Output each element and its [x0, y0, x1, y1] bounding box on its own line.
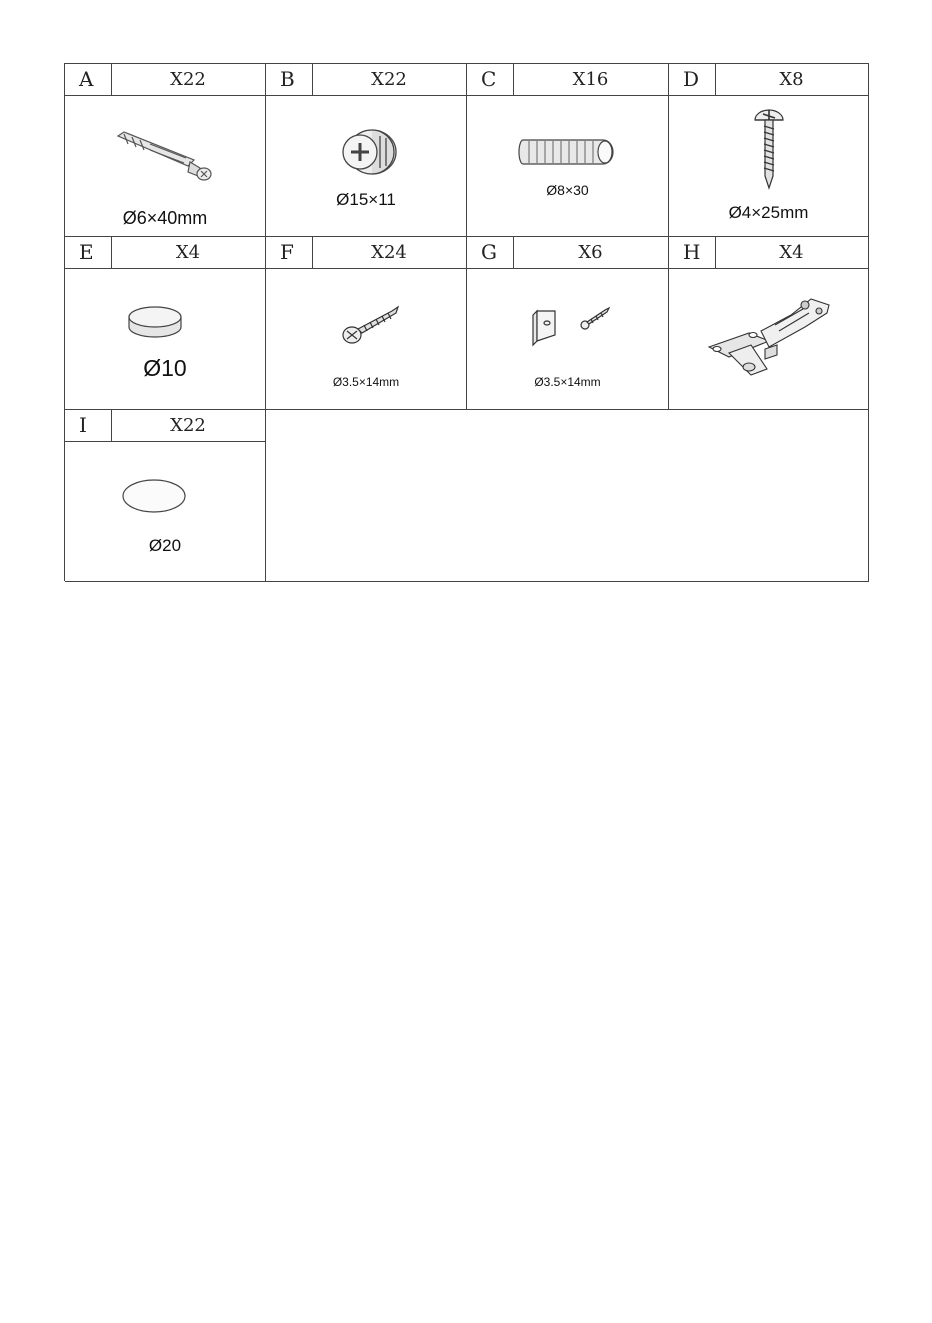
part-quantity: X8 — [779, 69, 804, 90]
part-dimension: Ø8×30 — [546, 182, 589, 198]
part-g-cell — [467, 269, 669, 410]
bracket-and-screw-icon — [529, 303, 613, 347]
round-pad-icon — [127, 305, 183, 341]
part-dimension: Ø3.5×14mm — [332, 375, 400, 389]
part-dimension: Ø3.5×14mm — [534, 375, 601, 389]
part-letter: C — [467, 64, 514, 95]
part-letter: B — [266, 64, 313, 95]
part-i-cell — [65, 442, 266, 582]
part-e-header — [65, 237, 266, 269]
part-letter: E — [65, 237, 112, 268]
countersunk-screw-icon — [340, 303, 402, 347]
part-dimension: Ø10 — [143, 355, 187, 381]
part-c-cell — [467, 96, 669, 237]
part-a-header — [65, 64, 266, 96]
part-f-cell — [266, 269, 467, 410]
part-letter: G — [467, 237, 514, 268]
part-letter: F — [266, 237, 313, 268]
part-quantity: X22 — [170, 415, 206, 436]
part-quantity: X4 — [175, 242, 201, 263]
part-h-cell — [669, 269, 869, 410]
part-e-cell — [65, 269, 266, 410]
part-letter: D — [669, 64, 716, 95]
part-dimension: Ø15×11 — [336, 190, 396, 209]
part-f-header — [266, 237, 467, 269]
part-quantity: X22 — [170, 69, 206, 90]
round-sticker-icon — [121, 478, 187, 514]
part-b-header — [266, 64, 467, 96]
part-h-header — [669, 237, 869, 269]
part-dimension: Ø20 — [148, 536, 182, 555]
part-a-cell — [65, 96, 266, 237]
part-quantity: X6 — [578, 242, 603, 263]
part-dimension: Ø6×40mm — [122, 208, 208, 228]
part-letter: I — [65, 410, 112, 441]
part-d-header — [669, 64, 869, 96]
part-c-header — [467, 64, 669, 96]
cam-bolt-icon — [110, 126, 220, 186]
part-b-cell — [266, 96, 467, 237]
part-dimension: Ø4×25mm — [728, 203, 809, 222]
part-i-header — [65, 410, 266, 442]
part-quantity: X4 — [779, 242, 804, 263]
part-letter: H — [669, 237, 716, 268]
part-quantity: X22 — [371, 69, 407, 90]
wood-dowel-icon — [517, 138, 617, 166]
part-letter: A — [65, 64, 112, 95]
part-quantity: X24 — [371, 242, 407, 263]
part-quantity: X16 — [572, 69, 609, 90]
part-d-cell — [669, 96, 869, 237]
hardware-parts-table — [64, 63, 869, 581]
cam-lock-icon — [334, 124, 404, 184]
empty-cell — [266, 410, 869, 582]
cabinet-hinge-icon — [705, 291, 835, 387]
truss-screw-icon — [751, 106, 787, 190]
part-g-header — [467, 237, 669, 269]
